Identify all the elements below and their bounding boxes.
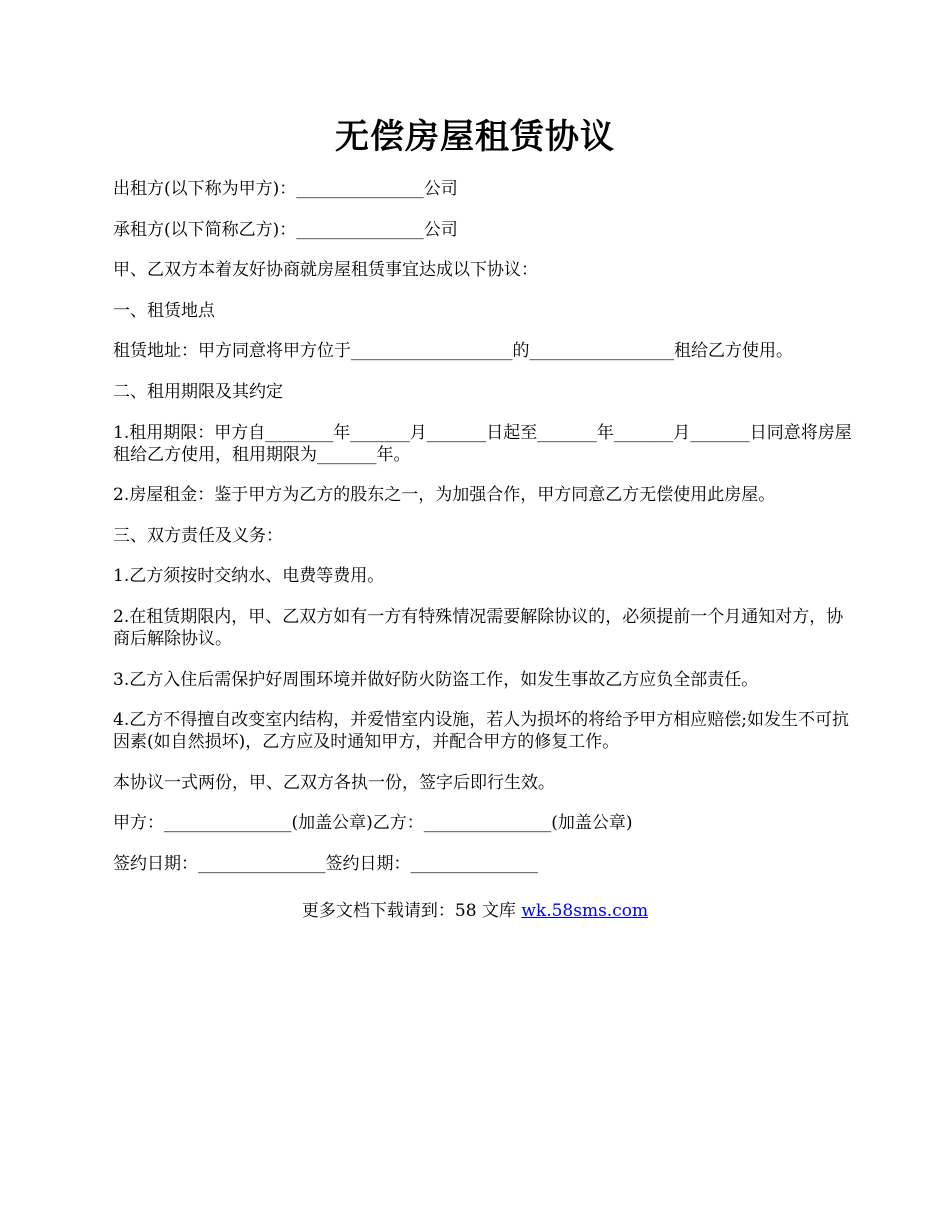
paragraph-duty-3: 3.乙方入住后需保护好周围环境并做好防火防盗工作，如发生事故乙方应负全部责任。 [113, 669, 759, 690]
paragraph-term: 1.租用期限：甲方自________年_______月_______日起至_______年_______月_______日同意将房屋租给乙方使用，租用期限为_______年。 [113, 422, 852, 465]
footer-link[interactable]: wk.58sms.com [521, 901, 649, 921]
paragraph-duty-4: 4.乙方不得擅自改变室内结构，并爱惜室内设施，若人为损坏的将给予甲方相应赔偿;如发生不可抗因素(如自然损坏)，乙方应及时通知甲方，并配合甲方的修复工作。 [113, 710, 849, 753]
document-body [113, 178, 853, 894]
paragraph-signatures: 甲方：_______________(加盖公章)乙方：_______________(加盖公章) [113, 813, 633, 834]
paragraph-duty-2: 2.在租赁期限内，甲、乙双方如有一方有特殊情况需要解除协议的，必须提前一个月通知对方，协商后解除协议。 [113, 606, 844, 649]
document-title: 无偿房屋租赁协议 [335, 117, 615, 157]
paragraph-copies: 本协议一式两份，甲、乙双方各执一份，签字后即行生效。 [113, 772, 555, 793]
paragraph-lessee: 承租方(以下简称乙方)：_______________公司 [113, 219, 458, 240]
section-heading-duties: 三、双方责任及义务： [113, 525, 283, 546]
section-heading-term: 二、租用期限及其约定 [113, 381, 283, 402]
section-heading-location: 一、租赁地点 [113, 300, 215, 321]
paragraph-intro: 甲、乙双方本着友好协商就房屋租赁事宜达成以下协议： [113, 260, 538, 281]
paragraph-rent: 2.房屋租金：鉴于甲方为乙方的股东之一，为加强合作，甲方同意乙方无偿使用此房屋。 [113, 485, 776, 506]
paragraph-address: 租赁地址：甲方同意将甲方位于___________________的_________________租给乙方使用。 [113, 341, 793, 362]
paragraph-sign-dates: 签约日期：_______________签约日期：_______________ [113, 853, 538, 874]
paragraph-duty-1: 1.乙方须按时交纳水、电费等费用。 [113, 566, 385, 587]
paragraph-lessor: 出租方(以下称为甲方)：_______________公司 [113, 179, 458, 199]
footer [0, 900, 950, 922]
footer-text: 更多文档下载请到：58 文库 [301, 901, 522, 921]
